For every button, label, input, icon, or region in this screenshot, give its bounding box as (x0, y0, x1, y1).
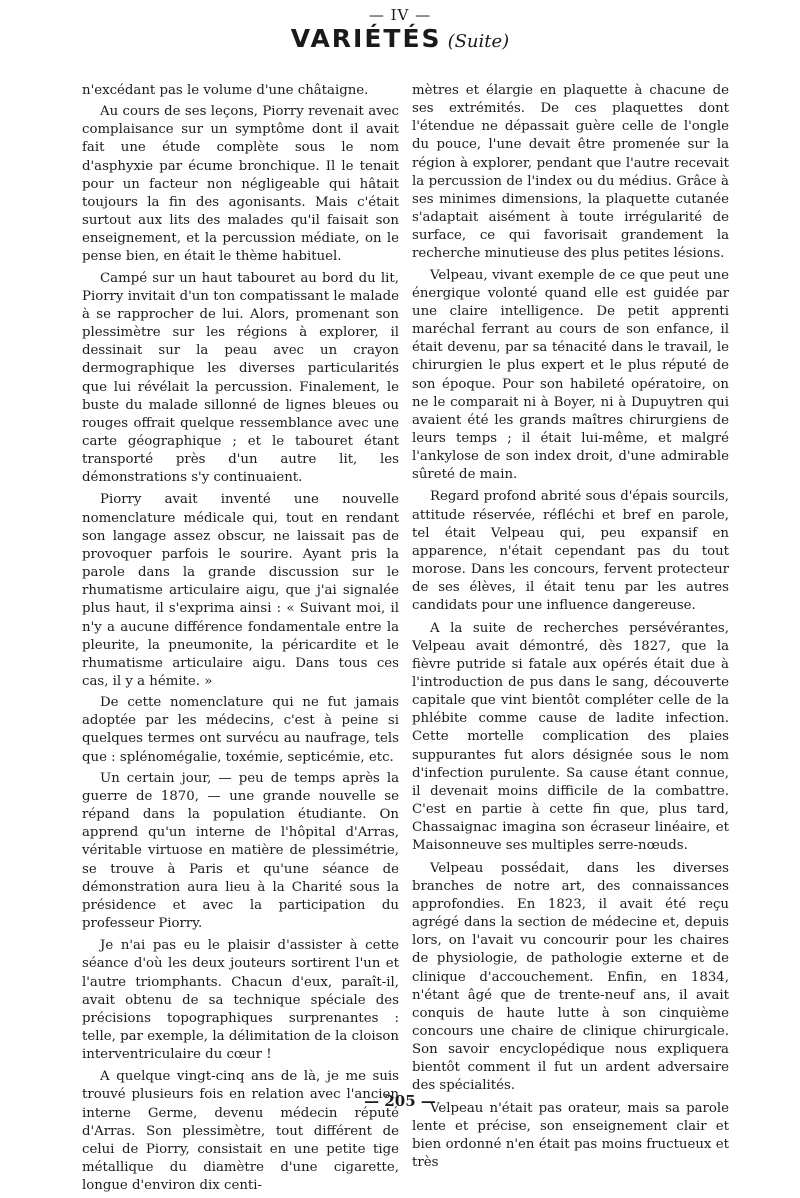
section-subtitle: (Suite) (447, 31, 510, 52)
paragraph: Je n'ai pas eu le plaisir d'assister à cette séance d'où les deux jouteurs sortirent l'un et l'autre triomphants. Chacun d'eux, paraît-il, avait obtenu de sa technique spéciale des précisions topographiques surprenantes : telle, par exemple, la délimitation de la cloison interventriculaire du cœur ! (82, 938, 399, 1063)
paragraph: Piorry avait inventé une nouvelle nomenclature médicale qui, tout en rendant son langage assez obscur, ne laissait pas de provoquer parfois le sourire. Ayant pris la parole dans la grande discussion sur le rhumatisme articulaire aigu, que j'ai signalée plus haut, il s'exprima ainsi : « Suivant moi, il n'y a aucune différence fondamentale entre la pleurite, la pneumonite, la péricardite et le rhumatisme articulaire aigu. Dans tous ces cas, il y a hémite. » (82, 492, 399, 689)
paragraph: Au cours de ses leçons, Piorry revenait avec complaisance sur un symptôme dont il avait fait une étude complète sous le nom d'asphyxie par écume bronchique. Il le tenait pour un facteur non négligeable qui hâtait toujours la fin des agonisants. Mais c'était surtout aux lits des malades qu'il faisait son enseignement, et la percussion médiate, on le pense bien, en était le thème habituel. (82, 104, 399, 265)
roman-page-number: — IV — (368, 6, 432, 24)
right-column (412, 82, 729, 1175)
section-title-text: VARIÉTÉS (290, 24, 442, 53)
paragraph: A quelque vingt-cinq ans de là, je me suis trouvé plusieurs fois en relation avec l'ancien interne Germe, devenu médecin réputé d'Arras. Son plessimètre, tout différent de celui de Piorry, consistait en une petite tige métallique du diamètre d'une cigarette, longue d'environ dix centi- (82, 1069, 399, 1194)
paragraph: De cette nomenclature qui ne fut jamais adoptée par les médecins, c'est à peine si quelques termes ont survécu au naufrage, tels que : splénomégalie, toxémie, septicémie, etc. (82, 695, 399, 765)
section-title (0, 24, 800, 53)
left-column (82, 82, 399, 1198)
paragraph: A la suite de recherches persévérantes, Velpeau avait démontré, dès 1827, que la fièvre putride si fatale aux opérés était due à l'introduction de pus dans le sang, découverte capitale que vint bientôt compléter celle de la phlébite comme cause de ladite infection. Cette mortelle complication des plaies suppurantes fut alors désignée sous le nom d'infection purulente. Sa cause étant connue, il devenait moins difficile de la combattre. C'est en partie à cette fin que, plus tard, Chassaignac imagina son écraseur linéaire, et Maisonneuve ses multiples serre-nœuds. (412, 620, 729, 854)
page-number: — 205 — (364, 1092, 436, 1110)
paragraph: Campé sur un haut tabouret au bord du lit, Piorry invitait d'un ton compatissant le malade à se rapprocher de lui. Alors, promenant son plessimètre sur les régions à explorer, il dessinait sur la peau avec un crayon dermographique les diverses particularités que lui révélait la percussion. Finalement, le buste du malade sillonné de lignes bleues ou rouges offrait quelque ressemblance avec une carte géographique ; et le tabouret étant transporté près d'un autre lit, les démonstrations s'y continuaient. (82, 270, 399, 486)
paragraph: Un certain jour, — peu de temps après la guerre de 1870, — une grande nouvelle se répand dans la population étudiante. On apprend qu'un interne de l'hôpital d'Arras, véritable virtuose en matière de plessimétrie, se trouve à Paris et qu'une séance de démonstration aura lieu à la Charité sous la présidence et avec la participation du professeur Piorry. (82, 770, 399, 932)
paragraph: Velpeau n'était pas orateur, mais sa parole lente et précise, son enseignement clair et bien ordonné n'en était pas moins fructueux et très (412, 1100, 729, 1171)
paragraph: Velpeau possédait, dans les diverses branches de notre art, des connaissances approfondies. En 1823, il avait été reçu agrégé dans la section de médecine et, depuis lors, on l'avait vu concourir pour les chaires de physiologie, de pathologie externe et de clinique d'accouchement. Enfin, en 1834, n'étant âgé que de trente-neuf ans, il avait conquis de haute lutte à son cinquième concours une chaire de clinique chirurgicale. Son savoir encyclopédique nous expliquera bientôt comment il fut un ardent adversaire des spécialités. (412, 860, 729, 1094)
paragraph: Regard profond abrité sous d'épais sourcils, attitude réservée, réfléchi et bref en parole, tel était Velpeau qui, peu expansif en apparence, n'était cependant pas du tout morose. Dans les concours, fervent protecteur de ses élèves, il était tenu par les autres candidats pour une influence dangereuse. (412, 489, 729, 614)
paragraph: mètres et élargie en plaquette à chacune de ses extrémités. De ces plaquettes dont l'étendue ne dépassait guère celle de l'ongle du pouce, l'une devait être promenée sur la région à explorer, pendant que l'autre recevait la percussion de l'index ou du médius. Grâce à ses minimes dimensions, la plaquette cutanée s'adaptait aisément à toute irrégularité de surface, ce qui favorisait grandement la recherche minutieuse des plus petites lésions. (412, 83, 729, 262)
paragraph: Velpeau, vivant exemple de ce que peut une énergique volonté quand elle est guidée par une claire intelligence. De petit apprenti maréchal ferrant au cours de son enfance, il était devenu, par sa ténacité dans le travail, le chirurgien le plus expert et le plus réputé de son époque. Pour son habileté opératoire, on ne le comparait ni à Boyer, ni à Dupuytren qui avaient été les grands maîtres chirurgiens de leurs temps ; il était lui-même, et malgré l'ankylose de son index droit, d'une admirable sûreté de main. (412, 267, 729, 483)
paragraph: n'excédant pas le volume d'une châtaigne. (82, 83, 369, 98)
